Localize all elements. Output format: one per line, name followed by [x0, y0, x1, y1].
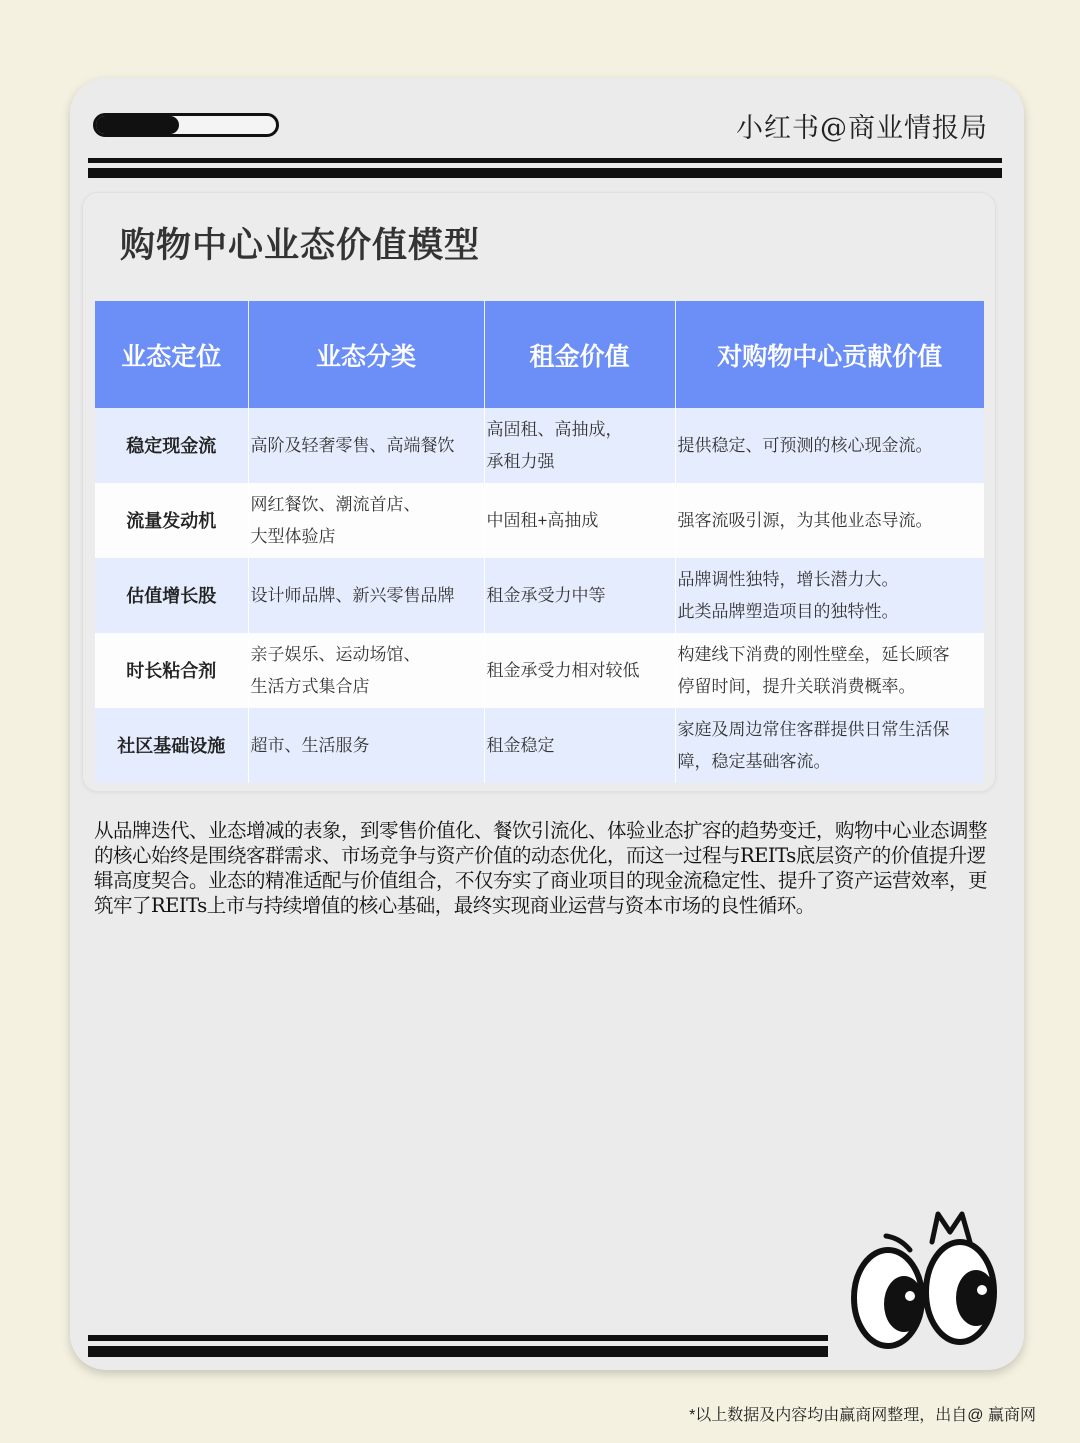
table-row	[95, 408, 984, 483]
brand-label: 小红书@商业情报局	[736, 113, 988, 144]
cell-line: 障，稳定基础客流。	[677, 751, 831, 771]
header-category: 业态分类	[248, 301, 484, 408]
cell-line: 中固租+高抽成	[486, 510, 599, 530]
table-header-row	[95, 301, 984, 408]
cell-line: 品牌调性独特，增长潜力大。	[677, 569, 899, 589]
top-rule-thin	[88, 158, 1002, 163]
header-contribution: 对购物中心贡献价值	[675, 301, 984, 408]
progress-bar	[93, 113, 279, 137]
cell-rent	[484, 408, 675, 483]
bottom-rule-thick	[88, 1346, 828, 1357]
cell-line: 此类品牌塑造项目的独特性。	[677, 601, 899, 621]
page-title: 购物中心业态价值模型	[120, 226, 481, 265]
cell-contribution	[675, 483, 984, 558]
cell-line: 强客流吸引源，为其他业态导流。	[677, 510, 933, 530]
cell-line: 提供稳定、可预测的核心现金流。	[677, 435, 933, 455]
cell-contribution	[675, 633, 984, 708]
cell-category	[248, 633, 484, 708]
progress-fill	[96, 116, 179, 134]
header-positioning: 业态定位	[95, 301, 248, 408]
cell-line: 网红餐饮、潮流首店、	[250, 494, 421, 514]
cell-rent	[484, 483, 675, 558]
cell-category: 高阶及轻奢零售、高端餐饮	[248, 408, 484, 483]
source-footnote: *以上数据及内容均由赢商网整理，出自@ 赢商网	[689, 1407, 1036, 1424]
table-row	[95, 633, 984, 708]
cell-line: 家庭及周边常住客群提供日常生活保	[677, 719, 950, 739]
cell-positioning: 估值增长股	[95, 558, 248, 633]
cell-category	[248, 483, 484, 558]
cell-positioning: 时长粘合剂	[95, 633, 248, 708]
cell-line: 大型体验店	[250, 526, 336, 546]
cell-line: 设计师品牌、新兴零售品牌	[250, 585, 455, 605]
cell-line: 亲子娱乐、运动场馆、	[250, 644, 421, 664]
top-rule-thick	[88, 168, 1002, 178]
cell-line: 租金承受力相对较低	[486, 660, 640, 680]
table-row	[95, 708, 984, 783]
cell-line: 租金稳定	[486, 735, 555, 755]
cell-category	[248, 558, 484, 633]
cell-line: 构建线下消费的刚性壁垒，延长顾客	[677, 644, 950, 664]
summary-paragraph: 从品牌迭代、业态增减的表象，到零售价值化、餐饮引流化、体验业态扩容的趋势变迁，购物中心业态调整的核心始终是围绕客群需求、市场竞争与资产价值的动态优化，而这一过程与REITs底层资产的价值提升逻辑高度契合。业态的精准适配与价值组合，不仅夯实了商业项目的现金流稳定性、提升了资产运营效率，更筑牢了REITs上市与持续增值的核心基础，最终实现商业运营与资本市场的良性循环。	[94, 819, 988, 917]
cell-contribution	[675, 708, 984, 783]
cell-line: 超市、生活服务	[250, 735, 370, 755]
table-row	[95, 558, 984, 633]
cell-line: 停留时间，提升关联消费概率。	[677, 676, 916, 696]
cell-positioning: 社区基础设施	[95, 708, 248, 783]
cell-positioning: 流量发动机	[95, 483, 248, 558]
cell-rent	[484, 558, 675, 633]
cell-rent	[484, 708, 675, 783]
bottom-rule-thin	[88, 1335, 828, 1341]
cell-line: 生活方式集合店	[250, 676, 370, 696]
cell-line: 高固租、高抽成，	[486, 419, 623, 439]
cell-line: 租金承受力中等	[486, 585, 606, 605]
cell-rent	[484, 633, 675, 708]
cell-contribution	[675, 558, 984, 633]
value-model-table	[95, 301, 984, 783]
cell-line: 承租力强	[486, 451, 555, 471]
cell-contribution	[675, 408, 984, 483]
cell-category	[248, 708, 484, 783]
table-row	[95, 483, 984, 558]
cell-positioning: 稳定现金流	[95, 408, 248, 483]
header-rent: 租金价值	[484, 301, 675, 408]
cartoon-eyes-icon	[846, 1206, 1006, 1366]
